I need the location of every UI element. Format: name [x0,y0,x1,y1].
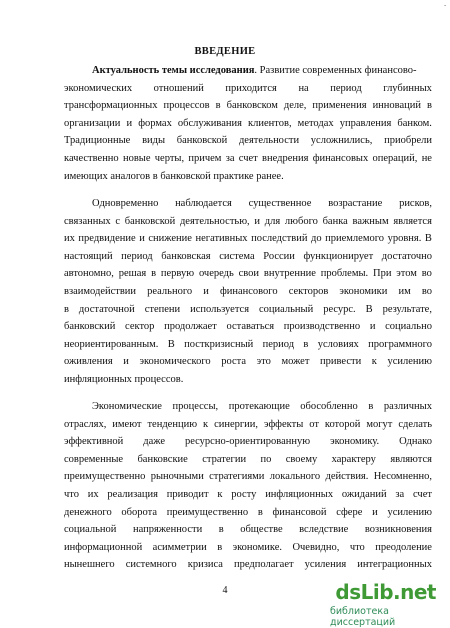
word: не [421,152,432,164]
word: настоящий [64,250,113,262]
paragraph-line [64,486,432,504]
word: В [365,303,373,315]
word: Однако [399,436,432,448]
paragraph-line [64,539,432,557]
word: этом [396,268,417,280]
word: современные [64,453,124,465]
word: Одновременно [92,198,159,209]
word: и [139,233,145,245]
word: управления [339,117,392,129]
word: к [371,356,377,368]
word: на [298,82,309,94]
paragraph-line [64,230,432,248]
word: период [262,338,295,350]
word: банковские [137,453,188,465]
word: При [373,268,392,280]
word: оживления [64,356,113,368]
word: характеру [331,453,376,465]
word: неориентированным. [64,338,159,350]
paragraph-line [64,521,432,539]
paragraph-line [64,213,432,231]
paragraph-line: инфляционных процессов. [64,373,184,385]
word: России [263,250,295,262]
word: банка [322,215,348,227]
word: первую [160,268,195,280]
word: экономике. [232,541,282,553]
word: и [123,356,129,368]
word: и [126,117,133,129]
word: достаточно [381,250,432,262]
paragraph-line [64,80,432,98]
paragraph-line [64,265,432,283]
word: операций, [372,152,418,164]
word: обществе [240,524,283,536]
word: банковском [226,100,278,112]
word: сектор [125,321,155,333]
word: их [64,233,75,245]
watermark[interactable] [330,580,442,628]
word: продолжает [164,321,217,333]
word: приемлемого [325,233,385,245]
paragraph-line [64,468,432,486]
page-title: ВВЕДЕНИЕ [194,46,256,57]
word: в [64,303,69,315]
word: в [368,401,374,412]
word: своему [285,453,318,465]
word: роста [221,356,247,368]
word: сфере [336,506,363,518]
word: Традиционные [64,135,131,147]
word: используется [190,303,250,315]
word: любого [284,215,318,227]
word: система [219,250,255,262]
word: рыночными [150,471,204,483]
word: деятельностью, [179,215,250,227]
word: период [330,82,362,94]
word: оставаться [226,321,275,333]
word: негативных [195,233,248,245]
word: во [421,268,432,280]
paragraph-1 [64,62,432,185]
word: приобрели [384,135,432,147]
word: отраслях, [64,418,107,430]
word: В [167,338,175,350]
word: проблемы. [320,268,369,280]
word: формах [138,117,172,129]
word: период [121,250,153,262]
word: банковская [161,250,211,262]
paragraph-line: Актуальность темы исследования. Развитие современных финансово- [92,65,417,76]
word: которой [324,418,361,430]
word: счет [412,488,432,500]
word: являются [390,453,432,465]
word: реального [147,285,193,297]
word: финансовой [272,506,327,518]
word: уровня. [387,233,422,245]
word: сделать [398,418,432,430]
paragraph-line [64,97,432,115]
paragraph-line [64,150,432,168]
word: системного [125,559,177,571]
word: экономического [139,356,211,368]
word: обособленно [300,401,358,412]
word: в [257,506,263,518]
word: ожиданий [341,488,387,500]
paragraph-line [64,451,432,469]
word: приходится [225,82,277,94]
word: их [87,488,99,500]
word: локального [269,471,321,483]
word: это [256,356,271,368]
paragraph-line [64,283,432,301]
word: усилению [387,356,432,368]
word: ресурсно-ориентированную [184,436,311,448]
word: что [349,541,365,553]
word: предвидение [78,233,136,245]
word: даже [143,436,166,448]
word: реализация [107,488,158,500]
word: обслуживания [177,117,242,129]
word: может [281,356,310,368]
word: степени [144,303,181,315]
word: достаточной [78,303,135,315]
paragraph-line [64,353,432,371]
word: внедрения [262,152,309,164]
word: эффекты [264,418,304,430]
word: и [203,285,209,297]
word: посткризисный [184,338,254,350]
word: глубинных [383,82,432,94]
word: возрастание [328,198,383,209]
word: в [218,524,224,536]
word: для [264,215,281,227]
word: преодоление [375,541,432,553]
word: процессов [163,100,210,112]
paragraph-line [64,416,432,434]
word: является [393,215,432,227]
word: Несомненно, [373,471,432,483]
paragraph-line [64,556,432,574]
word: банковский [64,321,116,333]
word: результате, [382,303,432,315]
word: отношений [153,82,204,94]
paragraph-line [64,248,432,266]
word: информационной [64,541,143,553]
word: действия. [325,471,369,483]
lead-text: Актуальность темы исследования [92,65,255,76]
word: во [421,285,432,297]
word: социальный [259,303,314,315]
watermark-subtitle: библиотека диссертаций [330,606,396,628]
word: экономических [64,82,133,94]
word: методах [297,117,334,129]
word: социальной [64,524,117,536]
word: эффективной [64,436,124,448]
word: и [369,321,376,333]
word: денежного [64,506,112,518]
paragraph-line [64,132,432,150]
paragraph-line [64,433,432,451]
word: социально [385,321,432,333]
word: вследствие [299,524,349,536]
word: банком. [397,117,432,129]
word: протекающие [228,401,290,412]
word: взаимодействии [64,285,137,297]
paragraph-line [64,301,432,319]
word: напряженности [132,524,203,536]
word: клиентов, [248,117,292,129]
word: могут [366,418,393,430]
word: усложнились, [310,135,373,147]
word: за [395,488,405,500]
word: синергии, [214,418,259,430]
word: очередь [198,268,234,280]
paragraph-line [64,398,432,416]
paragraph-3 [64,398,432,574]
word: производственно [283,321,361,333]
word: что [64,488,79,500]
word: секторов [288,285,329,297]
word: связанных [64,215,111,227]
word: асимметрии [152,541,207,553]
word: тенденцию [147,418,198,430]
word: экономику. [330,436,380,448]
word: решая [118,268,147,280]
page-number: 4 [222,585,228,596]
word: важным [352,215,389,227]
word: условиях [317,338,359,350]
word: инфляционных [265,488,334,500]
word: имеют [112,418,142,430]
word: привести [320,356,362,368]
word: функционирует [303,250,374,262]
word: оборота [121,506,158,518]
word: свои [238,268,260,280]
word: деятельности [238,135,300,147]
word: ресурс. [323,303,356,315]
word: от [309,418,319,430]
word: автономно, [64,268,114,280]
paragraph-2 [64,195,432,389]
word: деле, [283,100,307,112]
word: процессы, [172,401,219,412]
word: наблюдается [175,198,232,209]
word: качественно [64,152,119,164]
word: им [398,285,411,297]
word: финансовых [312,152,369,164]
word: счет [238,152,258,164]
corner-mark: ᐧ [443,2,446,12]
word: преимущественно [166,506,249,518]
word: стратегиями [209,471,265,483]
paragraph-line [64,318,432,336]
word: стратегии [202,453,247,465]
word: преимущественно [64,471,146,483]
word: в [303,338,309,350]
word: до [311,233,322,245]
watermark-logo[interactable]: dsLib.net [335,580,436,604]
word: причем [188,152,222,164]
word: приводит [166,488,209,500]
word: черты, [154,152,185,164]
word: в [215,100,221,112]
paragraph-line [64,195,432,213]
word: банковской [124,215,176,227]
word: предполагает [234,559,294,571]
word: интеграционных [357,559,432,571]
word: новые [122,152,151,164]
word: в [151,268,157,280]
word: с [115,215,121,227]
word: Экономические [92,401,162,412]
paragraph-line: имеющих аналогов в банковской практике ранее. [64,170,284,182]
word: в [217,541,223,553]
word: росту [231,488,257,500]
word: последствий [251,233,308,245]
word: по [260,453,272,465]
word: возникновения [364,524,432,536]
word: к [217,488,223,500]
paragraph-line [64,115,432,133]
word: различных [383,401,432,412]
paragraph-line [64,504,432,522]
word: организации [64,117,121,129]
word: В [424,233,432,245]
word: финансового [219,285,278,297]
word: банковской [176,135,228,147]
word: существенное [248,198,312,209]
word: за [225,152,235,164]
paragraph-line [64,336,432,354]
word: внутренние [263,268,316,280]
word: экономики [339,285,388,297]
word: применения [312,100,367,112]
word: усилению [387,506,432,518]
word: снижение [148,233,192,245]
word: виды [142,135,166,147]
word: программного [368,338,432,350]
word: трансформационных [64,100,158,112]
word: Очевидно, [292,541,340,553]
word: инноваций [372,100,422,112]
word: усиления [304,559,347,571]
word: и [372,506,378,518]
word: в [427,100,432,112]
word: рисков, [399,198,432,209]
word: кризиса [187,559,223,571]
word: нынешнего [64,559,115,571]
word: к [203,418,209,430]
word: и [254,215,261,227]
